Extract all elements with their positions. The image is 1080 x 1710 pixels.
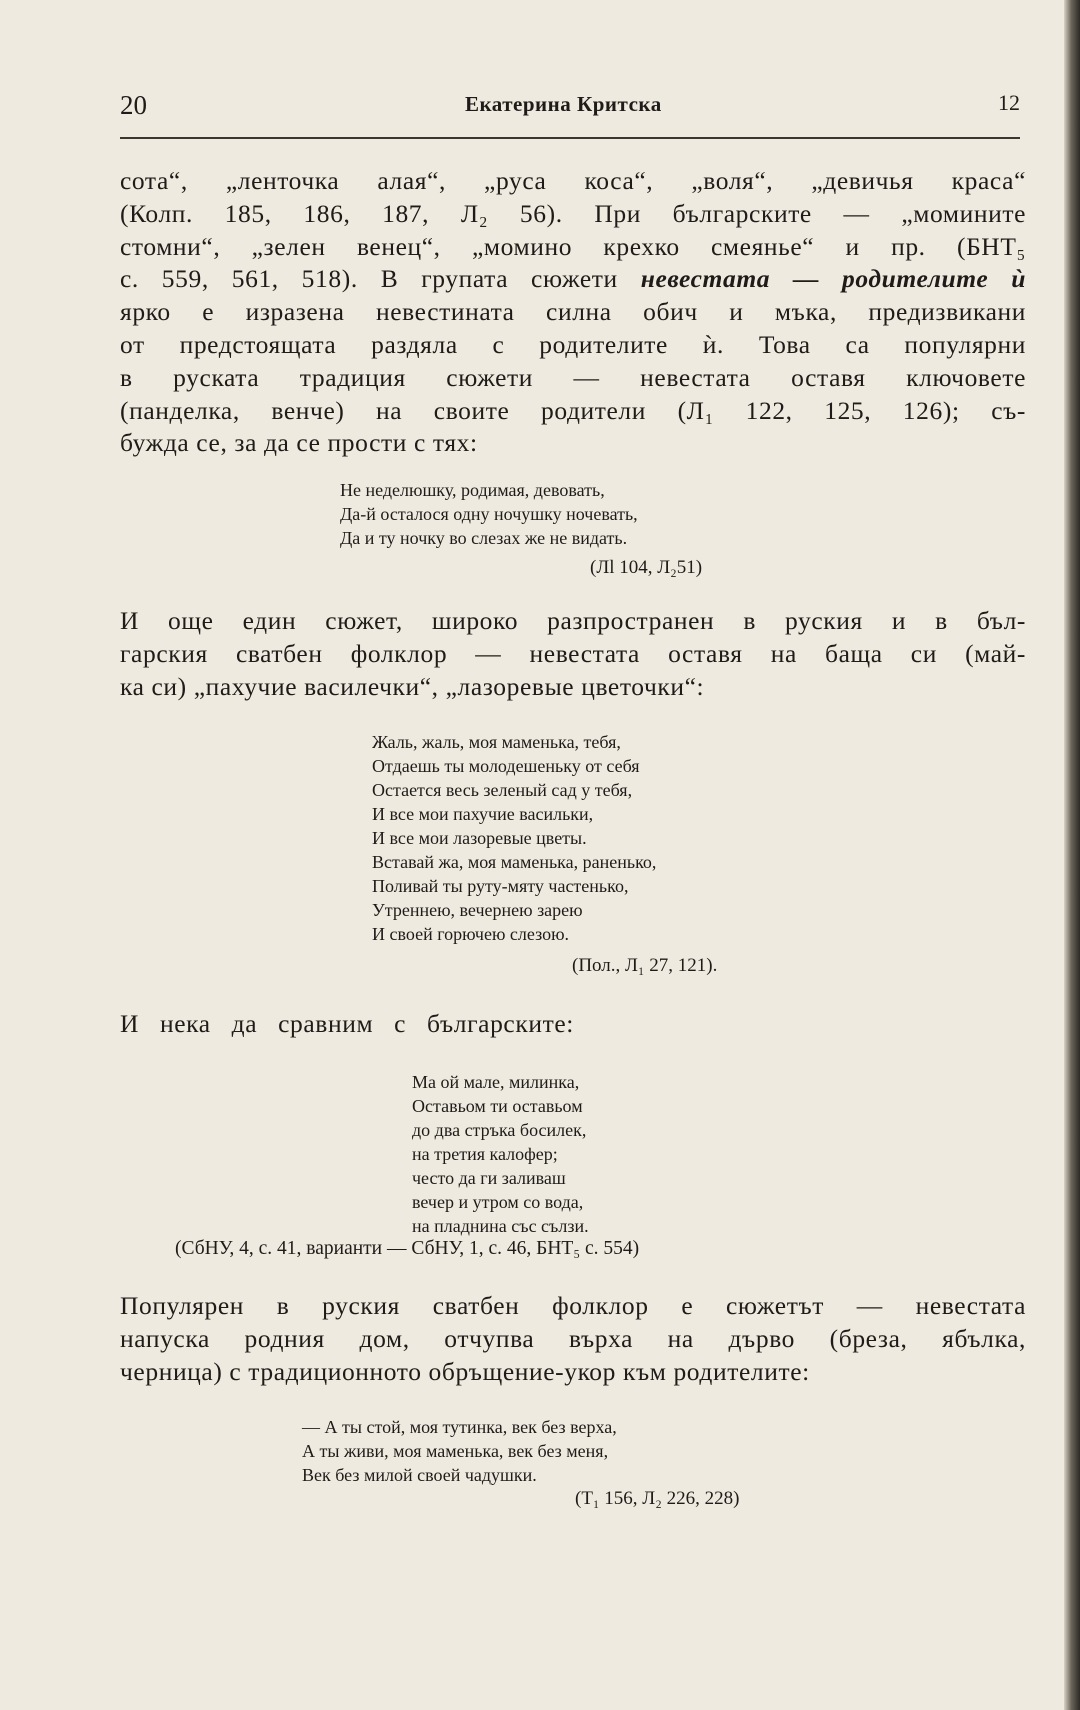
verse-line: — А ты стой, моя тутинка, век без верха, <box>302 1417 617 1437</box>
verse-line: Да-й осталося одну ночушку ночевать, <box>340 504 638 524</box>
italic-phrase: невестата — родителите ѝ <box>640 264 1026 294</box>
verse-line: Поливай ты руту-мяту частенько, <box>372 876 629 896</box>
verse-line: Утреннею, вечернею зарею <box>372 900 583 920</box>
text-line: (Колп. 185, 186, 187, Л₂ 56). При българските — „момините <box>120 198 1026 228</box>
verse-line: Оставьом ти оставьом <box>412 1096 583 1116</box>
paragraph-1 <box>120 165 1026 460</box>
text-line: И нека да сравним с българските: <box>120 1009 574 1038</box>
text-line: напуска родния дом, отчупва върха на дърво (бреза, ябълка, <box>120 1323 1026 1353</box>
text-line: черница) с традиционното обръщение-укор към родителите: <box>120 1356 810 1386</box>
verse-line: Отдаешь ты молодешеньку от себя <box>372 756 640 776</box>
text-line: стомни“, „зелен венец“, „момино крехко смеянье“ и пр. (БНТ₅ <box>120 231 1026 261</box>
verse-line: Вставай жа, моя маменька, раненько, <box>372 852 657 872</box>
verse-quote-2 <box>372 730 656 946</box>
verse-line: И все мои лазоревые цветы. <box>372 828 587 848</box>
quote-source-2: (Пол., Л₁ 27, 121). <box>572 955 718 976</box>
text-line: бужда се, за да се прости с тях: <box>120 428 478 458</box>
text-line: от предстоящата раздяла с родителите ѝ. Това са популярни <box>120 329 1026 359</box>
text-line: И още един сюжет, широко разпространен в руския и в бъл- <box>120 606 1026 635</box>
chapter-number: 12 <box>998 90 1020 115</box>
text-line: (панделка, венче) на своите родители (Л₁ 122, 125, 126); съ- <box>120 395 1026 425</box>
quote-source-1: (Лl 104, Л₂51) <box>590 557 703 578</box>
verse-line: често да ги заливаш <box>412 1168 566 1188</box>
quote-source-3: (СбНУ, 4, с. 41, варианти — СбНУ, 1, с. 46, БНТ₅ с. 554) <box>175 1238 640 1259</box>
text-line: Популярен в руския сватбен фолклор е сюжетът — невестата <box>120 1291 1026 1320</box>
text-line-mixed <box>120 263 1026 296</box>
verse-quote-4 <box>302 1415 617 1487</box>
verse-line: Ма ой мале, милинка, <box>412 1072 580 1092</box>
verse-line: И все мои пахучие васильки, <box>372 804 594 824</box>
text-segment: с. 559, 561, 518). В групата сюжети <box>120 264 618 294</box>
verse-line: на пладнина със сълзи. <box>412 1216 589 1236</box>
verse-line: вечер и утром со вода, <box>412 1192 584 1212</box>
header-rule <box>120 137 1020 139</box>
paragraph-2 <box>120 605 1026 703</box>
text-line: ка си) „пахучие василечки“, „лазоревые цветочки“: <box>120 671 705 701</box>
page-header <box>120 90 1020 126</box>
verse-line: И своей горючею слезою. <box>372 924 570 944</box>
text-line: сота“, „ленточка алая“, „руса коса“, „воля“, „девичья краса“ <box>120 166 1026 195</box>
running-head-author: Екатерина Критска <box>465 92 662 116</box>
paragraph-4 <box>120 1290 1026 1388</box>
text-line: в руската традиция сюжети — невестата оставя ключовете <box>120 362 1026 392</box>
verse-line: Не неделюшку, родимая, девовать, <box>340 480 605 500</box>
verse-line: Остается весь зеленый сад у тебя, <box>372 780 633 800</box>
verse-line: Жаль, жаль, моя маменька, тебя, <box>372 732 621 752</box>
text-line: ярко е изразена невестината силна обич и мъка, предизвикани <box>120 297 1026 327</box>
text-line: гарския сватбен фолклор — невестата оставя на баща си (май- <box>120 638 1026 668</box>
verse-quote-1 <box>340 478 638 550</box>
paragraph-3 <box>120 1008 1026 1041</box>
verse-line: Да и ту ночку во слезах же не видать. <box>340 528 628 548</box>
page-number: 20 <box>120 90 147 120</box>
verse-line: Век без милой своей чадушки. <box>302 1465 537 1485</box>
verse-line: на третия калофер; <box>412 1144 558 1164</box>
verse-line: А ты живи, моя маменька, век без меня, <box>302 1441 609 1461</box>
page-edge <box>1064 0 1080 1710</box>
quote-source-4: (Т₁ 156, Л₂ 226, 228) <box>575 1488 740 1509</box>
verse-line: до два стръка босилек, <box>412 1120 587 1140</box>
verse-quote-3 <box>412 1070 589 1238</box>
